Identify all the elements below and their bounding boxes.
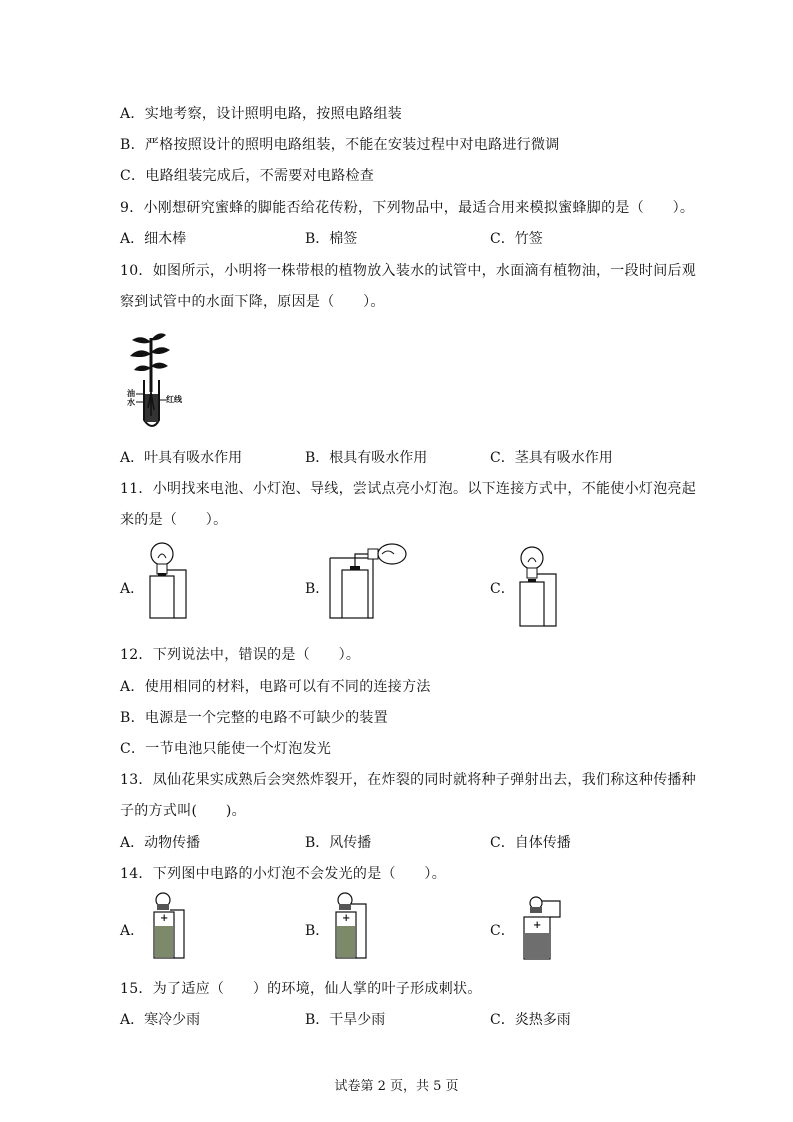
- q14-option-a: A．: [120, 923, 145, 939]
- plus-sign-a: +: [160, 913, 169, 924]
- q9-option-b: B．棉签: [305, 231, 358, 247]
- q11-circuit-a: [142, 540, 202, 626]
- q15-option-c: C．炎热多雨: [490, 1012, 571, 1028]
- q12-stem: 12．下列说法中，错误的是（ ）。: [120, 647, 361, 663]
- q14-option-b: B．: [305, 923, 330, 939]
- q11-option-a: A．: [120, 581, 145, 597]
- q11-stem-line1: 11．小明找来电池、小灯泡、导线，尝试点亮小灯泡。以下连接方式中，不能使小灯泡亮起: [120, 481, 697, 497]
- plant-test-tube-figure: [118, 330, 188, 430]
- q11-circuit-b: [328, 540, 438, 626]
- q14-circuit-c: [518, 893, 578, 969]
- q10-stem-line2: 察到试管中的水面下降，原因是（ ）。: [120, 294, 385, 310]
- q14-circuit-a: [150, 890, 200, 966]
- q10-stem-line1: 10．如图所示，小明将一株带根的植物放入装水的试管中，水面滴有植物油，一段时间后观: [120, 263, 697, 279]
- q8-option-a: A．实地考察，设计照明电路，按照电路组装: [120, 106, 403, 122]
- q15-stem: 15．为了适应（ ）的环境，仙人掌的叶子形成刺状。: [120, 981, 482, 997]
- fig-red-line-label: 红线: [166, 394, 182, 404]
- q10-option-b: B．根具有吸水作用: [305, 450, 428, 466]
- plant-test-tube-drawing: [118, 330, 188, 430]
- fig-oil-label: 油: [127, 388, 135, 398]
- q11-option-b: B．: [305, 581, 330, 597]
- q10-option-a: A．叶具有吸水作用: [120, 450, 243, 466]
- plus-sign-b: +: [342, 913, 351, 924]
- q14-circuit-b: [332, 890, 382, 966]
- q15-option-a: A．寒冷少雨: [120, 1012, 201, 1028]
- q10-option-c: C．茎具有吸水作用: [490, 450, 613, 466]
- q12-option-a: A．使用相同的材料，电路可以有不同的连接方法: [120, 679, 431, 695]
- q14-option-c: C．: [490, 923, 515, 939]
- q11-option-c: C．: [490, 581, 515, 597]
- page-footer: 试卷第 2 页，共 5 页: [334, 1079, 459, 1094]
- q12-option-b: B．电源是一个完整的电路不可缺少的装置: [120, 710, 388, 726]
- q13-option-c: C．自体传播: [490, 835, 571, 851]
- plus-sign-c: +: [533, 920, 542, 931]
- q8-option-c: C．电路组装完成后，不需要对电路检查: [120, 168, 375, 184]
- q8-option-b: B．严格按照设计的照明电路组装，不能在安装过程中对电路进行微调: [120, 137, 560, 153]
- q14-stem: 14．下列图中电路的小灯泡不会发光的是（ ）。: [120, 866, 447, 882]
- q11-circuit-c: [512, 540, 572, 634]
- q9-stem: 9．小刚想研究蜜蜂的脚能否给花传粉，下列物品中，最适合用来模拟蜜蜂脚的是（ ）。: [120, 200, 695, 216]
- q9-option-a: A．细木棒: [120, 231, 187, 247]
- q13-option-a: A．动物传播: [120, 835, 201, 851]
- q13-option-b: B．风传播: [305, 835, 372, 851]
- q12-option-c: C．一节电池只能使一个灯泡发光: [120, 741, 332, 757]
- q13-stem-line1: 13．凤仙花果实成熟后会突然炸裂开，在炸裂的同时就将种子弹射出去，我们称这种传播种: [120, 772, 697, 788]
- fig-water-label: 水: [127, 397, 135, 407]
- q11-stem-line2: 来的是（ ）。: [120, 512, 228, 528]
- q9-option-c: C．竹签: [490, 231, 543, 247]
- q13-stem-line2: 子的方式叫( )。: [120, 803, 246, 819]
- q15-option-b: B．干旱少雨: [305, 1012, 386, 1028]
